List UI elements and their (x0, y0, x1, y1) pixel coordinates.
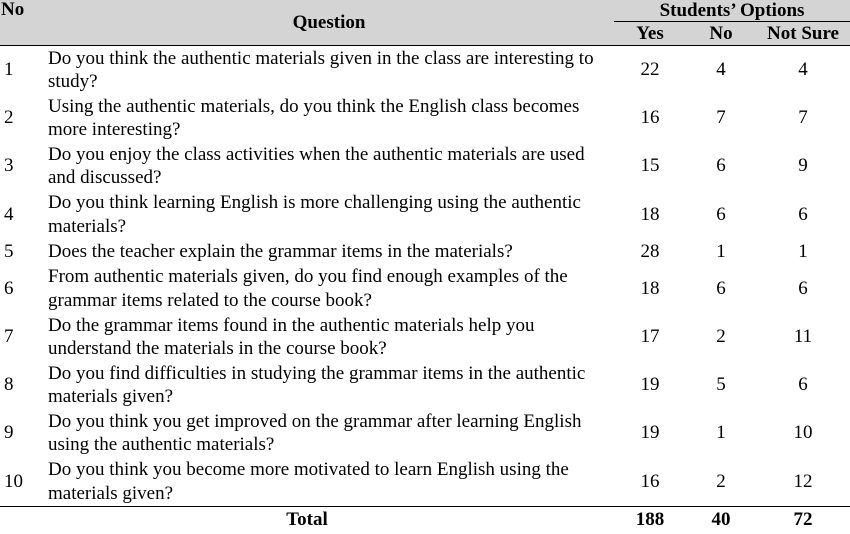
row-yes: 22 (640, 59, 660, 81)
row-question: Do you think the authentic materials given in the class are interesting to study? (48, 47, 594, 93)
table-header (0, 0, 850, 46)
row-question: Do you enjoy the class activities when the authentic materials are used and discussed? (48, 143, 585, 189)
row-question: Do you think learning English is more challenging using the authentic materials? (48, 192, 581, 237)
row-number: 6 (4, 277, 14, 299)
table-row (0, 313, 850, 361)
row-question: Using the authentic materials, do you think the English class becomes more interesting? (48, 95, 580, 141)
row-not-sure: 9 (798, 155, 808, 177)
total-no: 40 (686, 506, 756, 534)
table-row (0, 142, 850, 190)
row-no: 7 (716, 107, 726, 129)
row-no: 5 (716, 374, 726, 396)
row-not-sure: 6 (798, 277, 808, 299)
header-question: Question (44, 0, 614, 46)
row-question: Does the teacher explain the grammar items in the materials? (48, 240, 513, 262)
row-no: 6 (716, 277, 726, 299)
row-number: 5 (4, 240, 14, 262)
row-question: Do you think you get improved on the grammar after learning English using the authentic materials? (48, 410, 582, 456)
row-yes: 18 (640, 203, 660, 225)
row-number: 7 (4, 326, 14, 348)
row-question: Do you find difficulties in studying the grammar items in the authentic materials given? (48, 362, 586, 408)
header-yes: Yes (614, 22, 686, 46)
row-no: 1 (716, 422, 726, 444)
total-label: Total (0, 506, 614, 534)
row-number: 10 (4, 470, 23, 492)
table-row (0, 191, 850, 239)
header-no: No (0, 0, 44, 46)
table-row (0, 265, 850, 313)
row-not-sure: 1 (798, 240, 808, 262)
table-row (0, 458, 850, 507)
row-no: 4 (716, 59, 726, 81)
total-yes: 188 (614, 506, 686, 534)
table-row (0, 94, 850, 142)
row-question: Do you think you become more motivated to learn English using the materials given? (48, 459, 569, 504)
table-row (0, 46, 850, 95)
row-no: 6 (716, 155, 726, 177)
table-row (0, 361, 850, 409)
table-row (0, 409, 850, 457)
row-no: 2 (716, 326, 726, 348)
header-not-sure: Not Sure (756, 22, 850, 46)
row-not-sure: 6 (798, 203, 808, 225)
total-not-sure: 72 (756, 506, 850, 534)
row-number: 4 (4, 203, 14, 225)
row-number: 2 (4, 107, 14, 129)
row-yes: 16 (640, 470, 660, 492)
row-no: 6 (716, 203, 726, 225)
row-number: 8 (4, 374, 14, 396)
header-no-option: No (686, 22, 756, 46)
row-not-sure: 6 (798, 374, 808, 396)
header-students-options: Students’ Options (614, 0, 850, 22)
row-question: From authentic materials given, do you find enough examples of the grammar items related to the course book? (48, 266, 568, 311)
row-not-sure: 4 (798, 59, 808, 81)
row-number: 9 (4, 422, 14, 444)
row-number: 1 (4, 59, 14, 81)
row-not-sure: 7 (798, 107, 808, 129)
row-not-sure: 12 (793, 470, 813, 492)
row-yes: 16 (640, 107, 660, 129)
row-no: 1 (716, 240, 726, 262)
table-body (0, 46, 850, 507)
row-yes: 28 (640, 240, 660, 262)
row-yes: 15 (640, 155, 660, 177)
row-yes: 17 (640, 326, 660, 348)
row-number: 3 (4, 155, 14, 177)
row-no: 2 (716, 470, 726, 492)
row-not-sure: 10 (793, 422, 813, 444)
table-row (0, 239, 850, 265)
row-not-sure: 11 (793, 326, 813, 348)
row-yes: 19 (640, 374, 660, 396)
row-yes: 19 (640, 422, 660, 444)
row-yes: 18 (640, 277, 660, 299)
row-question: Do the grammar items found in the authentic materials help you understand the materials in the course book? (48, 314, 535, 360)
